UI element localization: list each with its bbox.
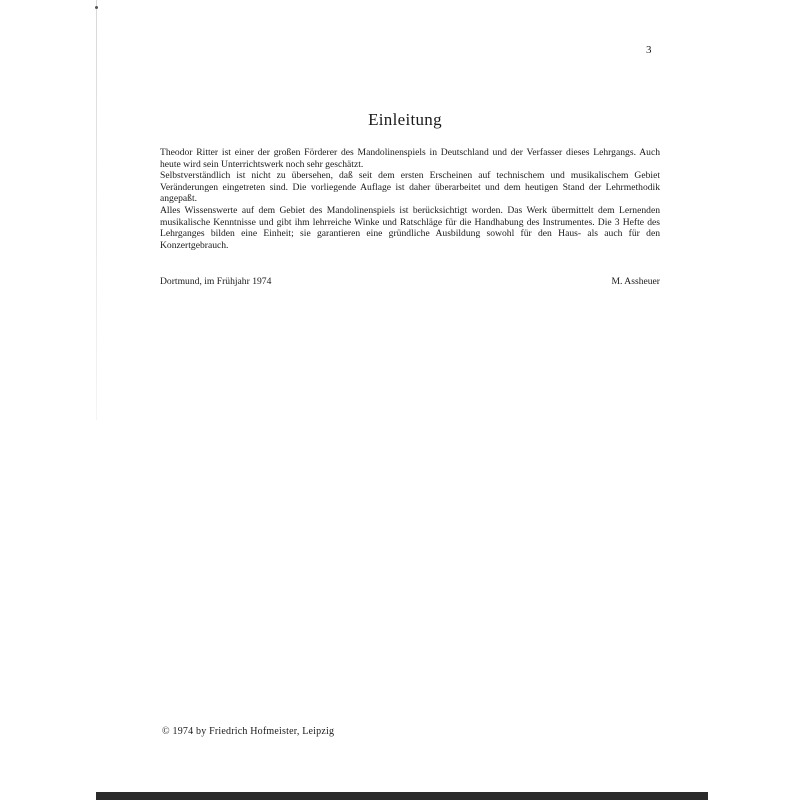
paragraph-1: Theodor Ritter ist einer der großen Förderer des Mandolinenspiels in Deutschland und der Verfasser dieses Lehrgangs. Auch heute wird sein Unterrichtswerk noch sehr geschätzt. (160, 147, 660, 170)
copyright-notice: © 1974 by Friedrich Hofmeister, Leipzig (162, 726, 335, 737)
page-title: Einleitung (368, 110, 442, 129)
paragraph-3: Alles Wissenswerte auf dem Gebiet des Mandolinenspiels ist berücksichtigt worden. Das Werk übermittelt dem Lernenden musikalische Kenntnisse und gibt ihm lehrreiche Winke und Ratschläge für die Handhabung des Instrumentes. Die 3 Hefte des Lehrganges bilden eine Einheit; sie garantieren eine gründliche Ausbildung sowohl für den Haus- als auch für den Konzertgebrauch. (160, 204, 660, 251)
place-date: Dortmund, im Frühjahr 1974 (160, 276, 272, 287)
paragraph-2: Selbstverständlich ist nicht zu übersehen, daß seit dem ersten Erscheinen auf technischem und musikalischem Gebiet Veränderungen eingetreten sind. Die vorliegende Auflage ist daher überarbeitet und dem heutigen Stand der Lehrmethodik angepaßt. (160, 170, 660, 205)
scan-mark (95, 6, 98, 9)
author-signature: M. Assheuer (611, 276, 660, 287)
introduction-text (160, 147, 660, 251)
page-number: 3 (646, 44, 652, 56)
page-edge-shadow (96, 0, 97, 420)
scan-bottom-edge (96, 792, 708, 800)
